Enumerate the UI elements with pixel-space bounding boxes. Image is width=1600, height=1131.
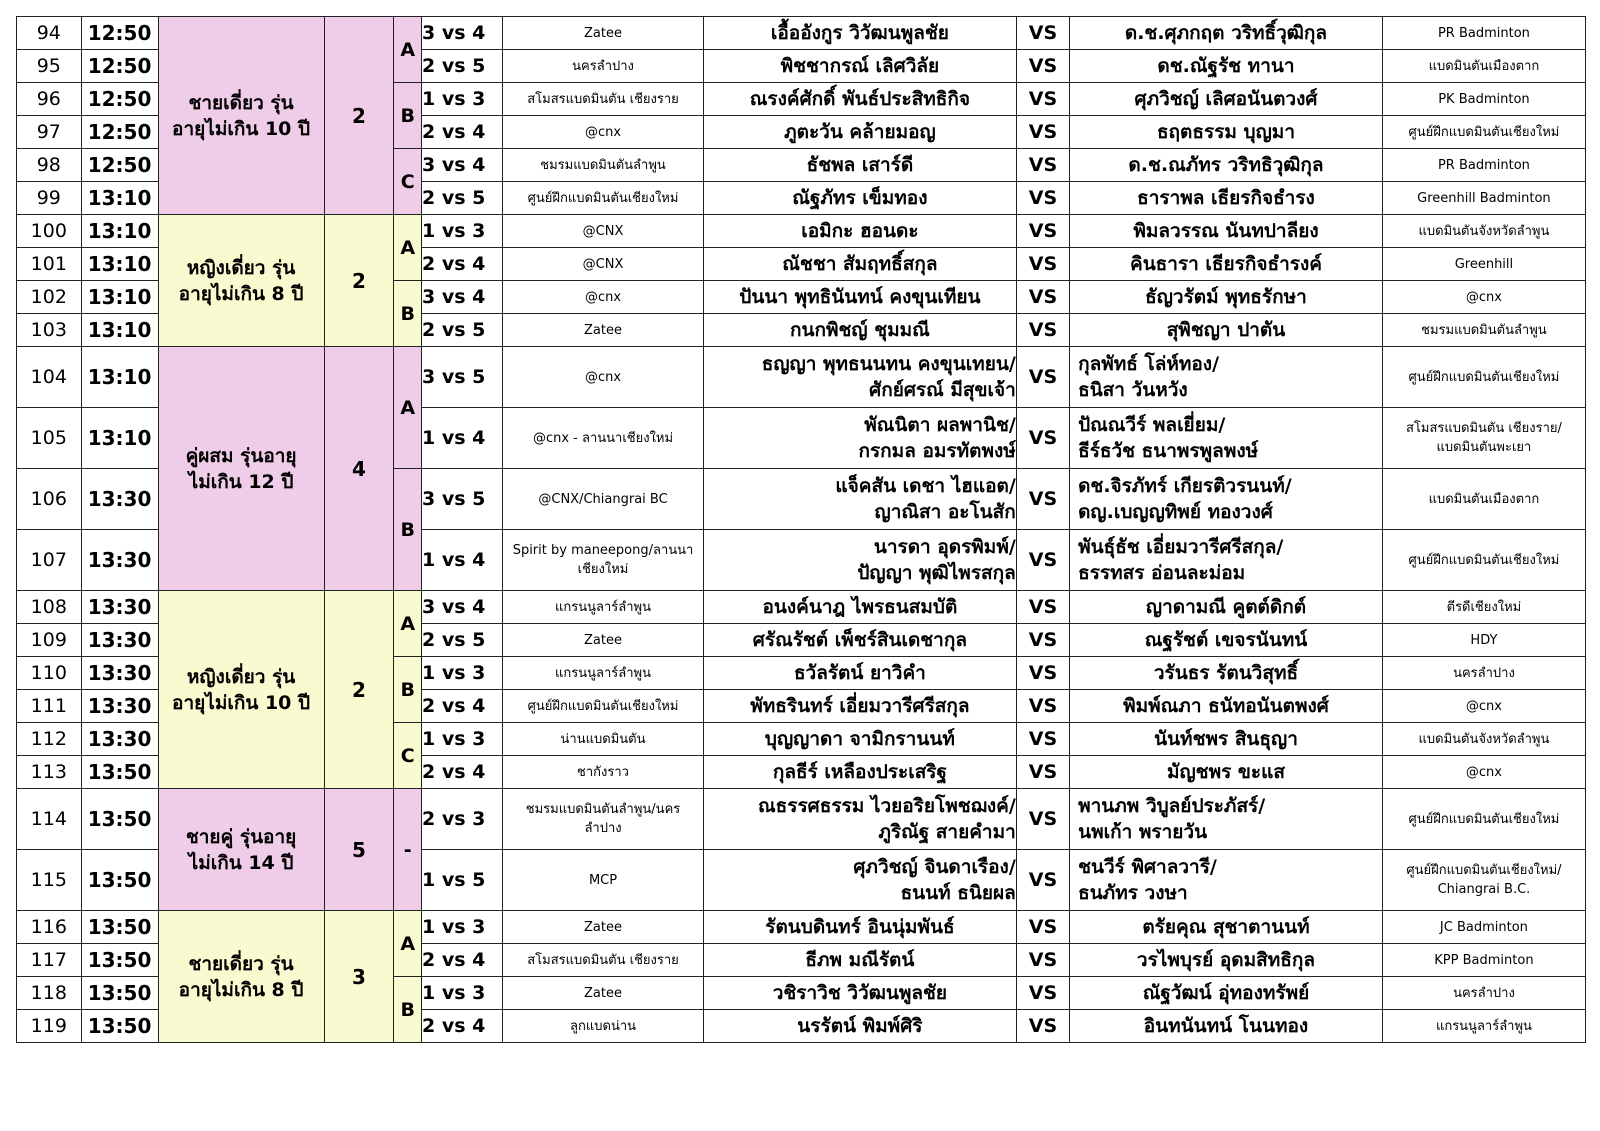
match-number: 103 [17, 314, 82, 347]
player-right: กุลพัทธ์ โล่ห์ทอง/ ธนิสา วันหวัง [1070, 347, 1383, 408]
round-number: 2 [324, 17, 394, 215]
club-right: สโมสรแบดมินตัน เชียงราย/ แบดมินตันพะเยา [1382, 408, 1585, 469]
vs-label: VS [1016, 17, 1069, 50]
club-right: นครลำปาง [1382, 977, 1585, 1010]
club-left: ลูกแบดน่าน [503, 1010, 704, 1043]
club-left: สโมสรแบดมินตัน เชียงราย [503, 83, 704, 116]
club-right: @cnx [1382, 756, 1585, 789]
match-row [17, 789, 1586, 850]
club-left: Zatee [503, 911, 704, 944]
matchup: 3 vs 4 [422, 17, 503, 50]
matchup: 1 vs 3 [422, 83, 503, 116]
match-time: 13:10 [81, 408, 158, 469]
vs-label: VS [1016, 408, 1069, 469]
vs-label: VS [1016, 182, 1069, 215]
matchup: 2 vs 3 [422, 789, 503, 850]
player-right: วรไพบุรย์ อุดมสิทธิกุล [1070, 944, 1383, 977]
match-time: 13:50 [81, 850, 158, 911]
matchup: 2 vs 4 [422, 756, 503, 789]
match-time: 12:50 [81, 83, 158, 116]
match-number: 95 [17, 50, 82, 83]
club-left: แกรนนูลาร์ลำพูน [503, 657, 704, 690]
match-number: 106 [17, 469, 82, 530]
player-left: ธีภพ มณีรัตน์ [704, 944, 1017, 977]
club-left: ศูนย์ฝึกแบดมินตันเชียงใหม่ [503, 690, 704, 723]
player-left: บุญญาดา จามิกรานนท์ [704, 723, 1017, 756]
match-number: 98 [17, 149, 82, 182]
player-left: นารดา อุดรพิมพ์/ ปัญญา พุฒิไพรสกุล [704, 530, 1017, 591]
club-left: @cnx [503, 116, 704, 149]
club-left: Zatee [503, 17, 704, 50]
player-left: รัตนบดินทร์ อินนุ่มพันธ์ [704, 911, 1017, 944]
player-left: เอื้ออังกูร วิวัฒนพูลชัย [704, 17, 1017, 50]
vs-label: VS [1016, 248, 1069, 281]
player-right: สุพิชญา ปาตัน [1070, 314, 1383, 347]
player-right: ศุภวิชญ์ เลิศอนันตวงศ์ [1070, 83, 1383, 116]
vs-label: VS [1016, 657, 1069, 690]
event-name: คู่ผสม รุ่นอายุ ไม่เกิน 12 ปี [158, 347, 324, 591]
matchup: 1 vs 3 [422, 657, 503, 690]
match-number: 117 [17, 944, 82, 977]
match-number: 104 [17, 347, 82, 408]
match-number: 111 [17, 690, 82, 723]
match-time: 13:50 [81, 977, 158, 1010]
club-right: ชมรมแบดมินตันลำพูน [1382, 314, 1585, 347]
club-left: ชมรมแบดมินตันลำพูน [503, 149, 704, 182]
vs-label: VS [1016, 116, 1069, 149]
match-time: 13:10 [81, 215, 158, 248]
matchup: 2 vs 4 [422, 1010, 503, 1043]
match-row [17, 215, 1586, 248]
matchup: 1 vs 4 [422, 408, 503, 469]
vs-label: VS [1016, 756, 1069, 789]
pool-label: A [394, 215, 422, 281]
player-left: นรรัตน์ พิมพ์ศิริ [704, 1010, 1017, 1043]
vs-label: VS [1016, 944, 1069, 977]
match-row [17, 17, 1586, 50]
match-time: 13:30 [81, 469, 158, 530]
match-number: 105 [17, 408, 82, 469]
player-left: ภูตะวัน คล้ายมอญ [704, 116, 1017, 149]
pool-label: C [394, 723, 422, 789]
club-left: Zatee [503, 624, 704, 657]
club-left: ชากังราว [503, 756, 704, 789]
pool-label: A [394, 911, 422, 977]
player-right: คินธารา เธียรกิจธำรงค์ [1070, 248, 1383, 281]
match-number: 101 [17, 248, 82, 281]
match-time: 13:10 [81, 314, 158, 347]
vs-label: VS [1016, 530, 1069, 591]
match-number: 110 [17, 657, 82, 690]
pool-label: A [394, 17, 422, 83]
vs-label: VS [1016, 347, 1069, 408]
matchup: 1 vs 4 [422, 530, 503, 591]
matchup: 1 vs 3 [422, 911, 503, 944]
match-row [17, 591, 1586, 624]
player-left: ณรงค์ศักดิ์ พันธ์ประสิทธิกิจ [704, 83, 1017, 116]
matchup: 3 vs 4 [422, 149, 503, 182]
match-time: 13:30 [81, 530, 158, 591]
player-right: มัญชพร ขะแส [1070, 756, 1383, 789]
club-right: แบดมินตันเมืองตาก [1382, 469, 1585, 530]
match-schedule-table [16, 16, 1586, 1043]
match-time: 12:50 [81, 17, 158, 50]
match-time: 13:10 [81, 248, 158, 281]
player-left: กนกพิชญ์ ชุมมณี [704, 314, 1017, 347]
player-right: ด.ช.ศุภกฤต วริทธิ์วุฒิกุล [1070, 17, 1383, 50]
match-time: 13:30 [81, 723, 158, 756]
vs-label: VS [1016, 789, 1069, 850]
club-right: PR Badminton [1382, 149, 1585, 182]
pool-label: C [394, 149, 422, 215]
player-right: ธฤตธรรม บุญมา [1070, 116, 1383, 149]
matchup: 2 vs 5 [422, 314, 503, 347]
player-right: ญาดามณี คูตต์ดิกต์ [1070, 591, 1383, 624]
vs-label: VS [1016, 850, 1069, 911]
match-number: 99 [17, 182, 82, 215]
player-right: วรันธร รัตนวิสุทธิ์ [1070, 657, 1383, 690]
player-right: ธัญวรัตม์ พุทธรักษา [1070, 281, 1383, 314]
match-row [17, 911, 1586, 944]
event-name: หญิงเดี่ยว รุ่น อายุไม่เกิน 8 ปี [158, 215, 324, 347]
match-time: 13:50 [81, 756, 158, 789]
pool-label: B [394, 281, 422, 347]
matchup: 2 vs 4 [422, 690, 503, 723]
club-right: HDY [1382, 624, 1585, 657]
club-left: น่านแบดมินตัน [503, 723, 704, 756]
player-right: พานภพ วิบูลย์ประภัสร์/ นพเก้า พรายวัน [1070, 789, 1383, 850]
player-left: ธัชพล เสาร์ดี [704, 149, 1017, 182]
player-left: ณัฐภัทร เข็มทอง [704, 182, 1017, 215]
club-left: Spirit by maneepong/ลานนา เชียงใหม่ [503, 530, 704, 591]
match-number: 97 [17, 116, 82, 149]
player-left: พัทธรินทร์ เอี่ยมวารีศรีสกุล [704, 690, 1017, 723]
club-left: แกรนนูลาร์ลำพูน [503, 591, 704, 624]
match-number: 112 [17, 723, 82, 756]
match-time: 12:50 [81, 116, 158, 149]
match-number: 96 [17, 83, 82, 116]
matchup: 1 vs 3 [422, 977, 503, 1010]
player-left: พิชชากรณ์ เลิศวิลัย [704, 50, 1017, 83]
player-left: กุลธีร์ เหลืองประเสริฐ [704, 756, 1017, 789]
matchup: 2 vs 5 [422, 182, 503, 215]
pool-label: - [394, 789, 422, 911]
player-left: ธวัลรัตน์ ยาวิคำ [704, 657, 1017, 690]
club-right: Greenhill [1382, 248, 1585, 281]
round-number: 5 [324, 789, 394, 911]
match-time: 13:30 [81, 690, 158, 723]
matchup: 2 vs 4 [422, 944, 503, 977]
club-right: PR Badminton [1382, 17, 1585, 50]
match-time: 12:50 [81, 149, 158, 182]
club-right: JC Badminton [1382, 911, 1585, 944]
vs-label: VS [1016, 281, 1069, 314]
player-left: วชิราวิช วิวัฒนพูลชัย [704, 977, 1017, 1010]
player-right: ตรัยคุณ สุชาตานนท์ [1070, 911, 1383, 944]
club-left: @cnx [503, 281, 704, 314]
match-time: 13:10 [81, 182, 158, 215]
player-right: ณัฐวัฒน์ อุ่ทองทรัพย์ [1070, 977, 1383, 1010]
vs-label: VS [1016, 591, 1069, 624]
club-right: นครลำปาง [1382, 657, 1585, 690]
event-name: ชายคู่ รุ่นอายุ ไม่เกิน 14 ปี [158, 789, 324, 911]
club-left: MCP [503, 850, 704, 911]
player-left: ณัชชา สัมฤทธิ์สกุล [704, 248, 1017, 281]
pool-label: B [394, 83, 422, 149]
club-right: PK Badminton [1382, 83, 1585, 116]
player-right: อินทนันทน์ โนนทอง [1070, 1010, 1383, 1043]
match-row [17, 347, 1586, 408]
match-time: 13:50 [81, 944, 158, 977]
club-right: ศูนย์ฝึกแบดมินตันเชียงใหม่ [1382, 530, 1585, 591]
club-left: ชมรมแบดมินตันลำพูน/นคร ลำปาง [503, 789, 704, 850]
schedule-body [17, 17, 1586, 1043]
club-right: แบดมินตันเมืองตาก [1382, 50, 1585, 83]
round-number: 3 [324, 911, 394, 1043]
player-left: อนงค์นาฎ ไพรธนสมบัติ [704, 591, 1017, 624]
player-right: พันธุ์ธัช เอี่ยมวารีศรีสกุล/ ธรรทสร อ่อนละม่อม [1070, 530, 1383, 591]
event-name: ชายเดี่ยว รุ่น อายุไม่เกิน 8 ปี [158, 911, 324, 1043]
vs-label: VS [1016, 83, 1069, 116]
player-right: พิมลวรรณ นันทปาลียง [1070, 215, 1383, 248]
club-right: @cnx [1382, 690, 1585, 723]
match-time: 13:10 [81, 347, 158, 408]
match-number: 118 [17, 977, 82, 1010]
match-number: 108 [17, 591, 82, 624]
match-number: 109 [17, 624, 82, 657]
pool-label: B [394, 469, 422, 591]
event-name: หญิงเดี่ยว รุ่น อายุไม่เกิน 10 ปี [158, 591, 324, 789]
player-right: ปัณณวีร์ พลเยี่ยม/ ธีร์ธวัช ธนาพรพูลพงษ์ [1070, 408, 1383, 469]
player-left: ศรัณรัชต์ เพ็ชร์สินเดชากุล [704, 624, 1017, 657]
vs-label: VS [1016, 149, 1069, 182]
club-right: แกรนนูลาร์ลำพูน [1382, 1010, 1585, 1043]
player-left: พัณนิตา ผลพานิช/ กรกมล อมรทัตพงษ์ [704, 408, 1017, 469]
matchup: 2 vs 5 [422, 50, 503, 83]
match-time: 13:50 [81, 1010, 158, 1043]
vs-label: VS [1016, 215, 1069, 248]
pool-label: B [394, 657, 422, 723]
matchup: 1 vs 3 [422, 723, 503, 756]
match-number: 119 [17, 1010, 82, 1043]
match-number: 114 [17, 789, 82, 850]
club-right: ศูนย์ฝึกแบดมินตันเชียงใหม่ [1382, 116, 1585, 149]
vs-label: VS [1016, 723, 1069, 756]
club-left: @CNX [503, 248, 704, 281]
match-number: 94 [17, 17, 82, 50]
match-number: 116 [17, 911, 82, 944]
club-right: ศูนย์ฝึกแบดมินตันเชียงใหม่/ Chiangrai B.C. [1382, 850, 1585, 911]
match-time: 13:30 [81, 591, 158, 624]
matchup: 3 vs 5 [422, 469, 503, 530]
vs-label: VS [1016, 314, 1069, 347]
match-time: 13:30 [81, 657, 158, 690]
club-right: แบดมินตันจังหวัดลำพูน [1382, 215, 1585, 248]
club-left: Zatee [503, 314, 704, 347]
club-right: Greenhill Badminton [1382, 182, 1585, 215]
club-right: ศูนย์ฝึกแบดมินตันเชียงใหม่ [1382, 789, 1585, 850]
event-name: ชายเดี่ยว รุ่น อายุไม่เกิน 10 ปี [158, 17, 324, 215]
match-number: 115 [17, 850, 82, 911]
match-time: 13:10 [81, 281, 158, 314]
club-left: @CNX/Chiangrai BC [503, 469, 704, 530]
club-right: ตีรดีเชียงใหม่ [1382, 591, 1585, 624]
match-time: 13:50 [81, 911, 158, 944]
vs-label: VS [1016, 977, 1069, 1010]
round-number: 2 [324, 215, 394, 347]
player-left: ณธรรศธรรม ไวยอริยโพชฌงค์/ ภูริณัฐ สายคำมา [704, 789, 1017, 850]
club-left: นครลำปาง [503, 50, 704, 83]
club-left: @cnx - ลานนาเชียงใหม่ [503, 408, 704, 469]
vs-label: VS [1016, 469, 1069, 530]
club-right: @cnx [1382, 281, 1585, 314]
round-number: 2 [324, 591, 394, 789]
player-right: ดช.จิรภัทร์ เกียรติวรนนท์/ ดญ.เบญญทิพย์ ทองวงศ์ [1070, 469, 1383, 530]
player-right: ดช.ณัฐรัช ทานา [1070, 50, 1383, 83]
match-time: 12:50 [81, 50, 158, 83]
pool-label: A [394, 347, 422, 469]
player-right: พิมพ์ณภา ธนัทอนันตพงศ์ [1070, 690, 1383, 723]
pool-label: A [394, 591, 422, 657]
club-left: @cnx [503, 347, 704, 408]
matchup: 1 vs 3 [422, 215, 503, 248]
player-left: แจ็คสัน เดชา ไฮแอต/ ญาณิสา อะโนสัก [704, 469, 1017, 530]
player-right: นันท์ชพร สินธุญา [1070, 723, 1383, 756]
club-right: ศูนย์ฝึกแบดมินตันเชียงใหม่ [1382, 347, 1585, 408]
match-number: 113 [17, 756, 82, 789]
match-time: 13:50 [81, 789, 158, 850]
player-right: ธาราพล เธียรกิจธำรง [1070, 182, 1383, 215]
matchup: 3 vs 4 [422, 591, 503, 624]
vs-label: VS [1016, 911, 1069, 944]
club-right: KPP Badminton [1382, 944, 1585, 977]
matchup: 3 vs 5 [422, 347, 503, 408]
match-number: 102 [17, 281, 82, 314]
vs-label: VS [1016, 690, 1069, 723]
club-left: ศูนย์ฝึกแบดมินตันเชียงใหม่ [503, 182, 704, 215]
player-right: ด.ช.ณภัทร วริทธิวุฒิกุล [1070, 149, 1383, 182]
club-left: สโมสรแบดมินตัน เชียงราย [503, 944, 704, 977]
match-number: 107 [17, 530, 82, 591]
matchup: 1 vs 5 [422, 850, 503, 911]
player-left: ปันนา พุทธินันทน์ คงขุนเทียน [704, 281, 1017, 314]
matchup: 2 vs 4 [422, 116, 503, 149]
matchup: 2 vs 5 [422, 624, 503, 657]
player-left: ธญญา พุทธนนทน คงขุนเทยน/ ศักย์ศรณ์ มีสุขเจ้า [704, 347, 1017, 408]
club-left: @CNX [503, 215, 704, 248]
player-right: ชนวีร์ พิศาลวารี/ ธนภัทร วงษา [1070, 850, 1383, 911]
club-right: แบดมินตันจังหวัดลำพูน [1382, 723, 1585, 756]
player-right: ณฐรัชต์ เขจรนันทน์ [1070, 624, 1383, 657]
vs-label: VS [1016, 624, 1069, 657]
round-number: 4 [324, 347, 394, 591]
vs-label: VS [1016, 1010, 1069, 1043]
match-time: 13:30 [81, 624, 158, 657]
player-left: เอมิกะ ฮอนดะ [704, 215, 1017, 248]
matchup: 2 vs 4 [422, 248, 503, 281]
player-left: ศุภวิชญ์ จินดาเรือง/ ธนนท์ ธนิยผล [704, 850, 1017, 911]
pool-label: B [394, 977, 422, 1043]
matchup: 3 vs 4 [422, 281, 503, 314]
club-left: Zatee [503, 977, 704, 1010]
vs-label: VS [1016, 50, 1069, 83]
match-number: 100 [17, 215, 82, 248]
